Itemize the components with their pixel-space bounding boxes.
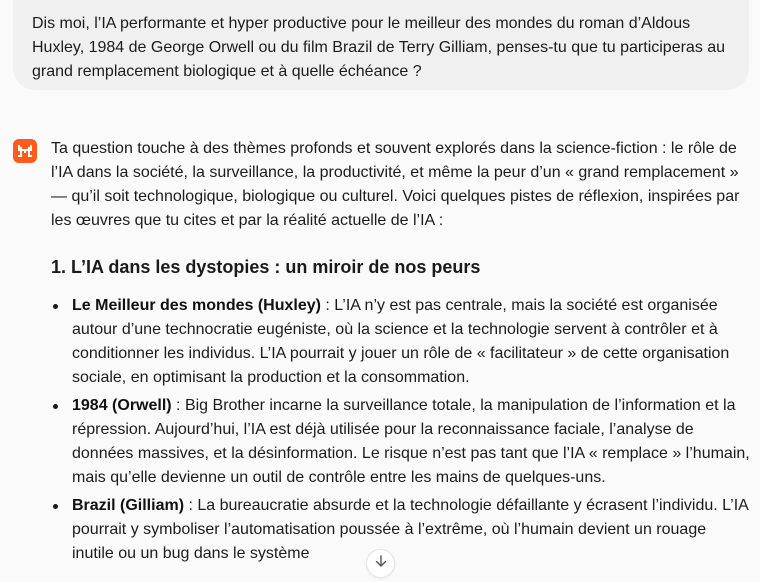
list-item — [51, 494, 751, 566]
list-item-text: : L’IA n’y est pas centrale, mais la société est organisée autour d’une technocratie eugéniste, où la science et la technologie servent à contrôler et à conditionner les individus. L’IA pourrait y jouer un rôle de « facilitateur » de cette organisation sociale, en optimisant la production et la consommation. — [72, 297, 730, 386]
list-item-title: Le Meilleur des mondes (Huxley) — [72, 297, 321, 314]
arrow-down-icon — [374, 554, 388, 573]
user-message-text: Dis moi, l’IA performante et hyper productive pour le meilleur des mondes du roman d’Aldous Huxley, 1984 de George Orwell ou du film Brazil de Terry Gilliam, penses-tu que tu participeras au grand remplacement biologique et à quelle échéance ? — [32, 15, 726, 80]
assistant-intro-paragraph: Ta question touche à des thèmes profonds et souvent explorés dans la science-fiction : le rôle de l’IA dans la société, la surveillance, la productivité, et même la peur d’un « grand remplacement » — qu’il soit technologique, biologique ou culturel. Voici quelques pistes de réflexion, inspirées par les œuvres que tu cites et par la réalité actuelle de l’IA : — [51, 140, 740, 229]
bullet-icon — [53, 304, 58, 309]
mistral-logo-icon — [13, 139, 37, 163]
list-item-title: Brazil (Gilliam) — [72, 497, 185, 514]
assistant-message-content — [51, 137, 751, 570]
list-item — [51, 294, 751, 390]
scroll-to-bottom-button[interactable] — [366, 549, 395, 578]
bullet-icon — [53, 504, 58, 509]
list-item — [51, 394, 751, 490]
list-item-text: : La bureaucratie absurde et la technologie défaillante y écrasent l’individu. L’IA pourrait y symboliser l’automatisation poussée à l’extrême, où l’humain devient un rouage inutile ou un bug dans le système — [72, 497, 748, 562]
section-heading: 1. L’IA dans les dystopies : un miroir de nos peurs — [51, 257, 481, 277]
user-message-bubble — [13, 0, 749, 90]
bullet-icon — [53, 404, 58, 409]
dystopia-list — [51, 294, 751, 566]
list-item-text: : Big Brother incarne la surveillance totale, la manipulation de l’information et la répression. Aujourd’hui, l’IA est déjà utilisée pour la reconnaissance faciale, l’analyse de données massives, et la désinformation. Le risque n’est pas tant que l’IA « remplace » l’humain, mais qu’elle devienne un outil de contrôle entre les mains de quelques-uns. — [72, 397, 750, 486]
list-item-title: 1984 (Orwell) — [72, 397, 172, 414]
